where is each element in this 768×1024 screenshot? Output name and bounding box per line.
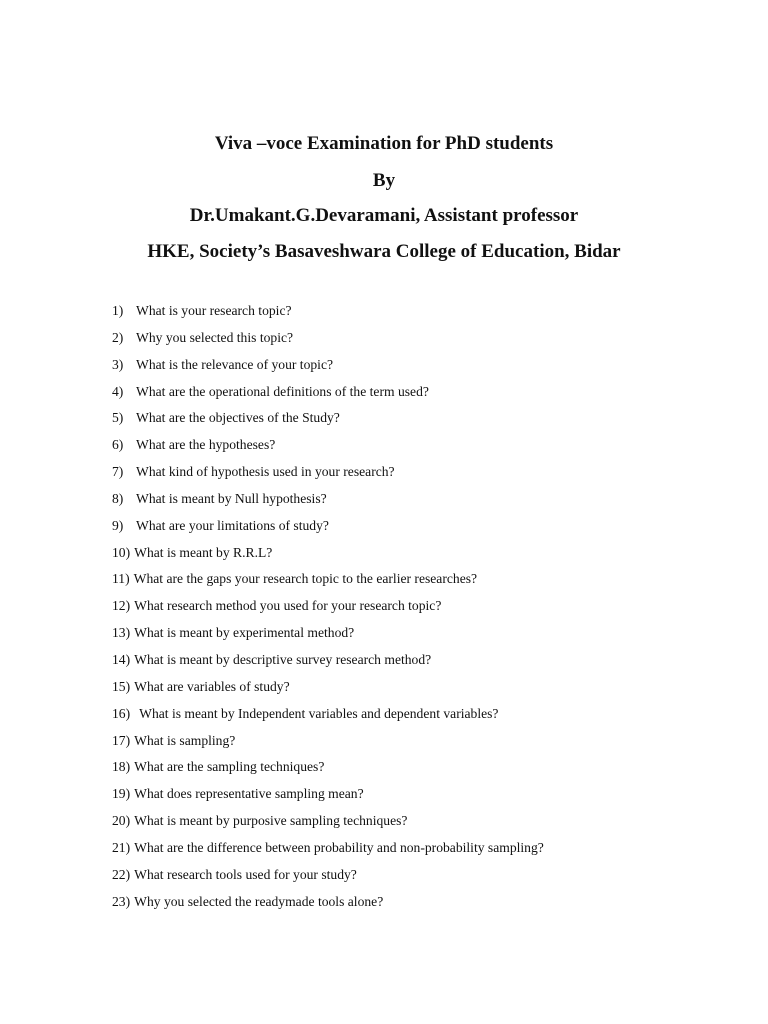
question-item (112, 756, 732, 783)
author-name: Dr.Umakant.G.Devaramani, Assistant professor (189, 205, 579, 226)
question-number: 3) (112, 356, 124, 372)
question-number: 6) (112, 437, 124, 453)
question-item (112, 568, 732, 595)
question-text: What is the relevance of your topic? (136, 356, 334, 372)
question-number: 8) (112, 490, 124, 506)
question-number: 16) (112, 705, 131, 721)
question-number: 15) (112, 678, 131, 694)
question-number: 22) (112, 866, 131, 882)
question-number: 10) (112, 544, 131, 560)
question-number: 19) (112, 786, 131, 802)
question-item (112, 810, 732, 837)
question-text: What is meant by Null hypothesis? (136, 490, 327, 506)
question-text: What are the difference between probability and non-probability sampling? (134, 839, 544, 855)
question-number: 18) (112, 759, 131, 775)
byline: By (372, 170, 396, 191)
question-number: 5) (112, 410, 124, 426)
question-item (112, 542, 732, 569)
question-number: 14) (112, 651, 131, 667)
question-text: What are the sampling techniques? (134, 759, 325, 775)
question-item (112, 864, 732, 891)
question-number: 20) (112, 813, 131, 829)
question-text: What is your research topic? (136, 303, 292, 318)
question-text: What is meant by R.R.L? (134, 544, 273, 560)
question-text: What research tools used for your study? (134, 866, 357, 882)
question-item (112, 649, 732, 676)
question-text: What is sampling? (134, 732, 236, 748)
document-title: Viva –voce Examination for PhD students (214, 133, 554, 154)
question-item (112, 676, 732, 703)
question-item (112, 354, 732, 381)
question-item (112, 730, 732, 757)
question-number: 23) (112, 893, 131, 909)
question-item (112, 622, 732, 649)
question-text: What is meant by experimental method? (134, 625, 355, 641)
question-item (112, 515, 732, 542)
question-text: What is meant by Independent variables and dependent variables? (139, 705, 499, 721)
question-text: What kind of hypothesis used in your research? (136, 464, 395, 480)
question-text: Why you selected this topic? (136, 329, 294, 345)
question-item (112, 703, 732, 730)
question-item (112, 595, 732, 622)
question-number: 21) (112, 839, 131, 855)
question-text: What are the gaps your research topic to the earlier researches? (133, 571, 478, 587)
question-text: What are your limitations of study? (136, 517, 329, 533)
question-item (112, 488, 732, 515)
question-text: What is meant by descriptive survey research method? (134, 651, 432, 667)
question-item (112, 300, 732, 327)
question-number: 11) (112, 571, 130, 587)
question-text: What does representative sampling mean? (134, 786, 364, 802)
question-text: Why you selected the readymade tools alone? (134, 893, 384, 909)
question-item (112, 891, 732, 918)
question-item (112, 461, 732, 488)
question-number: 1) (112, 303, 124, 318)
question-list (112, 300, 732, 917)
question-text: What is meant by purposive sampling techniques? (134, 813, 408, 829)
question-item (112, 327, 732, 354)
question-number: 12) (112, 598, 131, 614)
question-item (112, 837, 732, 864)
question-text: What are the hypotheses? (136, 437, 276, 453)
question-number: 7) (112, 464, 124, 480)
question-number: 4) (112, 383, 124, 399)
question-text: What research method you used for your research topic? (134, 598, 442, 614)
question-item (112, 381, 732, 408)
question-item (112, 407, 732, 434)
question-item (112, 783, 732, 810)
question-number: 2) (112, 329, 124, 345)
question-text: What are variables of study? (134, 678, 290, 694)
institution-name: HKE, Society’s Basaveshwara College of Education, Bidar (147, 241, 621, 262)
question-text: What are the operational definitions of the term used? (136, 383, 429, 399)
question-number: 17) (112, 732, 131, 748)
question-text: What are the objectives of the Study? (136, 410, 340, 426)
question-number: 9) (112, 517, 124, 533)
question-item (112, 434, 732, 461)
question-number: 13) (112, 625, 131, 641)
